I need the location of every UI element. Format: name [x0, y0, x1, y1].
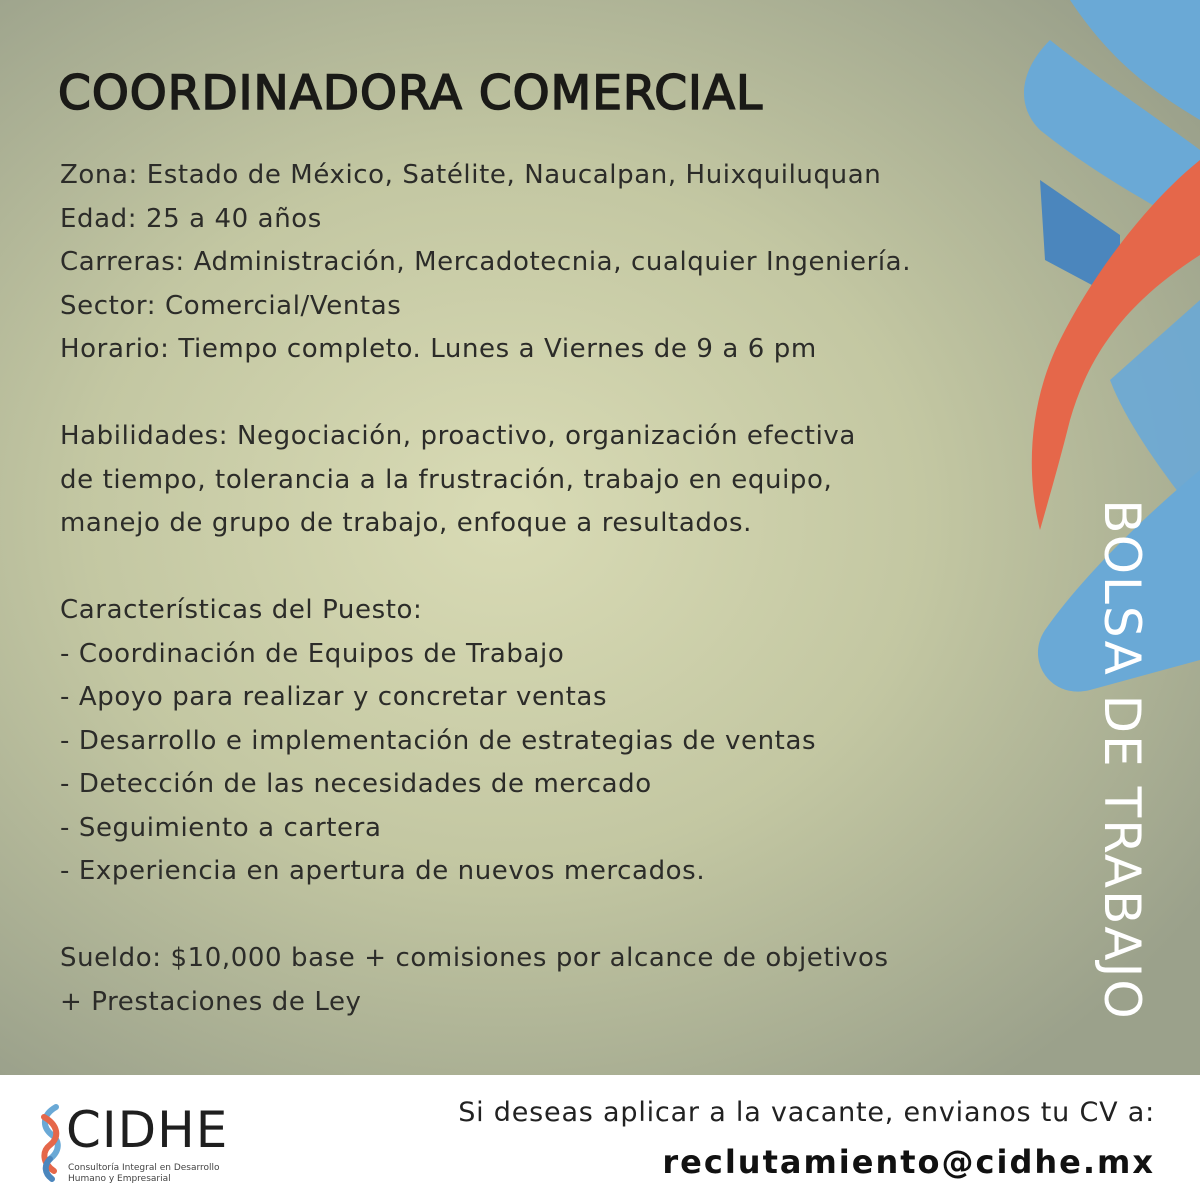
age-line: Edad: 25 a 40 años: [60, 203, 322, 234]
cidhe-logo: [36, 1103, 276, 1183]
zone-line: Zona: Estado de México, Satélite, Naucalpan, Huixquiluquan: [60, 160, 882, 190]
logo-name: CIDHE: [66, 1101, 229, 1159]
job-description: [60, 154, 1040, 1024]
helix-logo-icon: [36, 1103, 66, 1183]
spacer: [60, 894, 1040, 938]
spacer: [60, 546, 1040, 590]
logo-tagline-2: Humano y Empresarial: [68, 1174, 171, 1184]
feature-item: - Experiencia en apertura de nuevos mercados.: [60, 856, 706, 886]
features-heading: Características del Puesto:: [60, 595, 423, 625]
job-title: COORDINADORA COMERCIAL: [58, 66, 764, 121]
sector-line: Sector: Comercial/Ventas: [60, 290, 402, 321]
feature-item: - Apoyo para realizar y concretar ventas: [60, 682, 608, 712]
salary-line: Sueldo: $10,000 base + comisiones por alcance de objetivos: [60, 943, 889, 973]
feature-item: - Coordinación de Equipos de Trabajo: [60, 638, 565, 669]
logo-tagline-1: Consultoría Integral en Desarrollo: [68, 1163, 220, 1173]
careers-line: Carreras: Administración, Mercadotecnia, cualquier Ingeniería.: [60, 247, 912, 277]
footer: [0, 1075, 1200, 1200]
benefits-line: + Prestaciones de Ley: [60, 986, 362, 1017]
feature-item: - Seguimiento a cartera: [60, 812, 382, 843]
skills-line: manejo de grupo de trabajo, enfoque a resultados.: [60, 508, 753, 538]
logo-tagline: [68, 1163, 220, 1185]
schedule-line: Horario: Tiempo completo. Lunes a Viernes de 9 a 6 pm: [60, 334, 817, 364]
apply-instructions: Si deseas aplicar a la vacante, envianos tu CV a:: [458, 1097, 1155, 1128]
contact-email[interactable]: reclutamiento@cidhe.mx: [662, 1143, 1155, 1181]
feature-item: - Detección de las necesidades de mercado: [60, 769, 652, 799]
bolsa-de-trabajo-label: BOLSA DE TRABAJO: [1093, 499, 1151, 1021]
skills-line: de tiempo, tolerancia a la frustración, trabajo en equipo,: [60, 464, 833, 495]
spacer: [60, 372, 1040, 416]
feature-item: - Desarrollo e implementación de estrategias de ventas: [60, 725, 817, 756]
skills-line: Habilidades: Negociación, proactivo, organización efectiva: [60, 421, 856, 451]
